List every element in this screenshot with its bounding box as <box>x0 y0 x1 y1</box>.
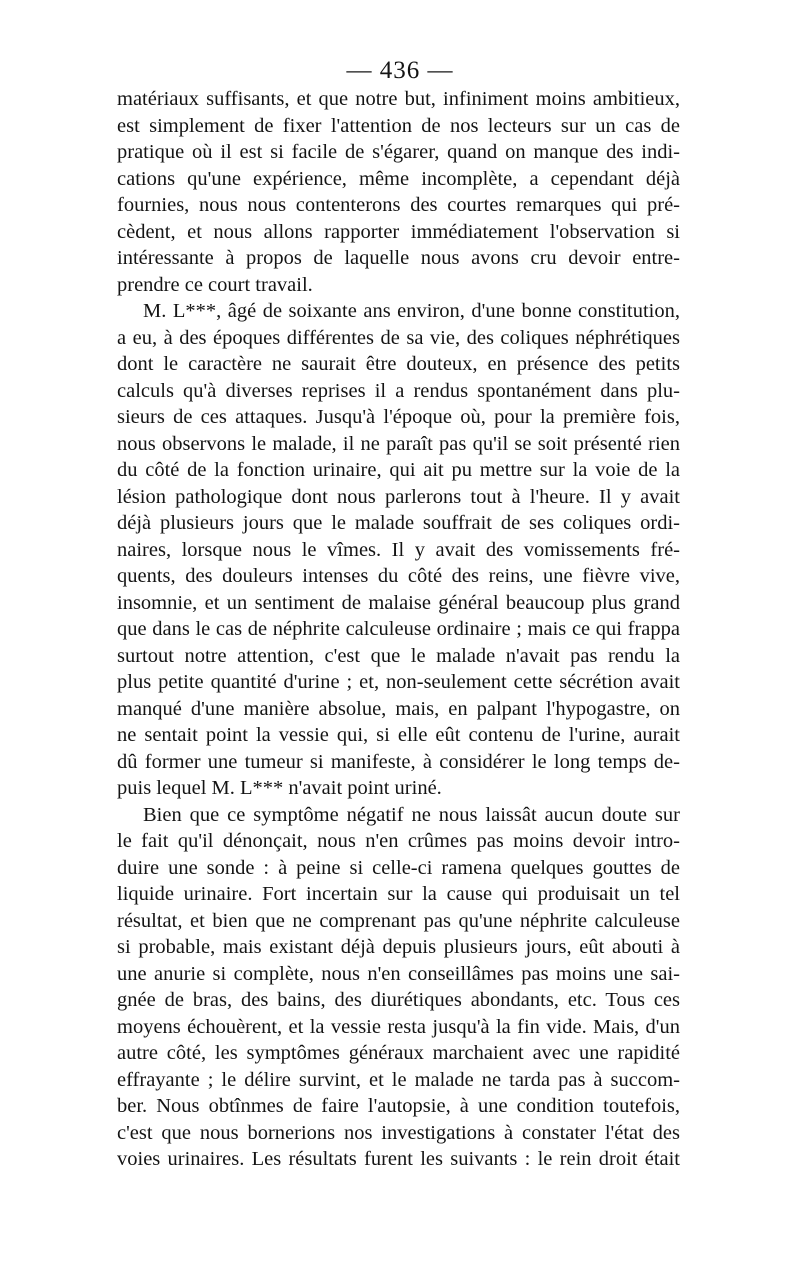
text-line: effrayante ; le délire survint, et le malade ne tarda pas à succom- <box>117 1068 680 1091</box>
text-line: insomnie, et un sentiment de malaise général beaucoup plus grand <box>117 591 680 614</box>
text-line: nous observons le malade, il ne paraît pas qu'il se soit présenté rien <box>117 432 680 455</box>
text-line: prendre ce court travail. <box>117 273 313 296</box>
text-line: du côté de la fonction urinaire, qui ait pu mettre sur la voie de la <box>117 459 680 481</box>
text-line: dû former une tumeur si manifeste, à considérer le long temps de- <box>117 750 680 773</box>
text-line: moyens échouèrent, et la vessie resta jusqu'à la fin vide. Mais, d'un <box>117 1015 680 1038</box>
text-line: a eu, à des époques différentes de sa vie, des coliques néphrétiques <box>117 326 680 349</box>
text-line: ber. Nous obtînmes de faire l'autopsie, à une condition toutefois, <box>117 1095 680 1117</box>
page-number: — 436 — <box>346 57 454 84</box>
text-line: gnée de bras, des bains, des diurétiques abondants, etc. Tous ces <box>117 989 680 1011</box>
body-text <box>117 86 680 1173</box>
text-line: résultat, et bien que ne comprenant pas qu'une néphrite calculeuse <box>117 909 680 932</box>
text-line: c'est que nous bornerions nos investigations à constater l'état des <box>117 1121 680 1144</box>
text-line: surtout notre attention, c'est que le malade n'avait pas rendu la <box>117 644 680 667</box>
text-line: pratique où il est si facile de s'égarer, quand on manque des indi- <box>117 141 680 163</box>
text-line: fournies, nous nous contenterons des courtes remarques qui pré- <box>117 194 680 216</box>
text-line: plus petite quantité d'urine ; et, non-seulement cette sécrétion avait <box>117 671 680 693</box>
text-line: duire une sonde : à peine si celle-ci ramena quelques gouttes de <box>117 856 680 879</box>
text-line: cations qu'une expérience, même incomplète, a cependant déjà <box>117 167 680 190</box>
paragraph-1 <box>117 86 680 298</box>
text-line: puis lequel M. L*** n'avait point uriné. <box>117 777 442 799</box>
text-line: liquide urinaire. Fort incertain sur la cause qui produisait un tel <box>117 883 680 905</box>
text-line: que dans le cas de néphrite calculeuse ordinaire ; mais ce qui frappa <box>117 618 680 640</box>
text-line: une anurie si complète, nous n'en conseillâmes pas moins une sai- <box>117 962 680 985</box>
text-line: déjà plusieurs jours que le malade souffrait de ses coliques ordi- <box>117 512 680 534</box>
text-line: Bien que ce symptôme négatif ne nous laissât aucun doute sur <box>143 803 680 826</box>
text-line: si probable, mais existant déjà depuis plusieurs jours, eût abouti à <box>117 936 680 958</box>
text-line: quents, des douleurs intenses du côté des reins, une fièvre vive, <box>117 565 680 587</box>
text-line: lésion pathologique dont nous parlerons tout à l'heure. Il y avait <box>117 485 680 508</box>
text-line: cèdent, et nous allons rapporter immédiatement l'observation si <box>117 220 680 243</box>
text-line: le fait qu'il dénonçait, nous n'en crûmes pas moins devoir intro- <box>117 830 680 852</box>
text-line: M. L***, âgé de soixante ans environ, d'une bonne constitution, <box>143 300 680 322</box>
text-line: sieurs de ces attaques. Jusqu'à l'époque où, pour la première fois, <box>117 406 680 428</box>
text-line: manqué d'une manière absolue, mais, en palpant l'hypogastre, on <box>117 697 680 720</box>
text-line: est simplement de fixer l'attention de nos lecteurs sur un cas de <box>117 114 680 137</box>
text-line: ne sentait point la vessie qui, si elle eût contenu de l'urine, aurait <box>117 724 680 746</box>
text-line: calculs qu'à diverses reprises il a rendus spontanément dans plu- <box>117 379 680 402</box>
text-line: autre côté, les symptômes généraux marchaient avec une rapidité <box>117 1042 680 1064</box>
text-line: matériaux suffisants, et que notre but, infiniment moins ambitieux, <box>117 88 680 110</box>
text-line: intéressante à propos de laquelle nous avons cru devoir entre- <box>117 247 680 269</box>
paragraph-2 <box>117 298 680 802</box>
text-line: voies urinaires. Les résultats furent les suivants : le rein droit était <box>117 1148 680 1170</box>
text-line: dont le caractère ne saurait être douteux, en présence des petits <box>117 353 680 375</box>
paragraph-3 <box>117 802 680 1173</box>
text-line: naires, lorsque nous le vîmes. Il y avait des vomissements fré- <box>117 538 680 561</box>
